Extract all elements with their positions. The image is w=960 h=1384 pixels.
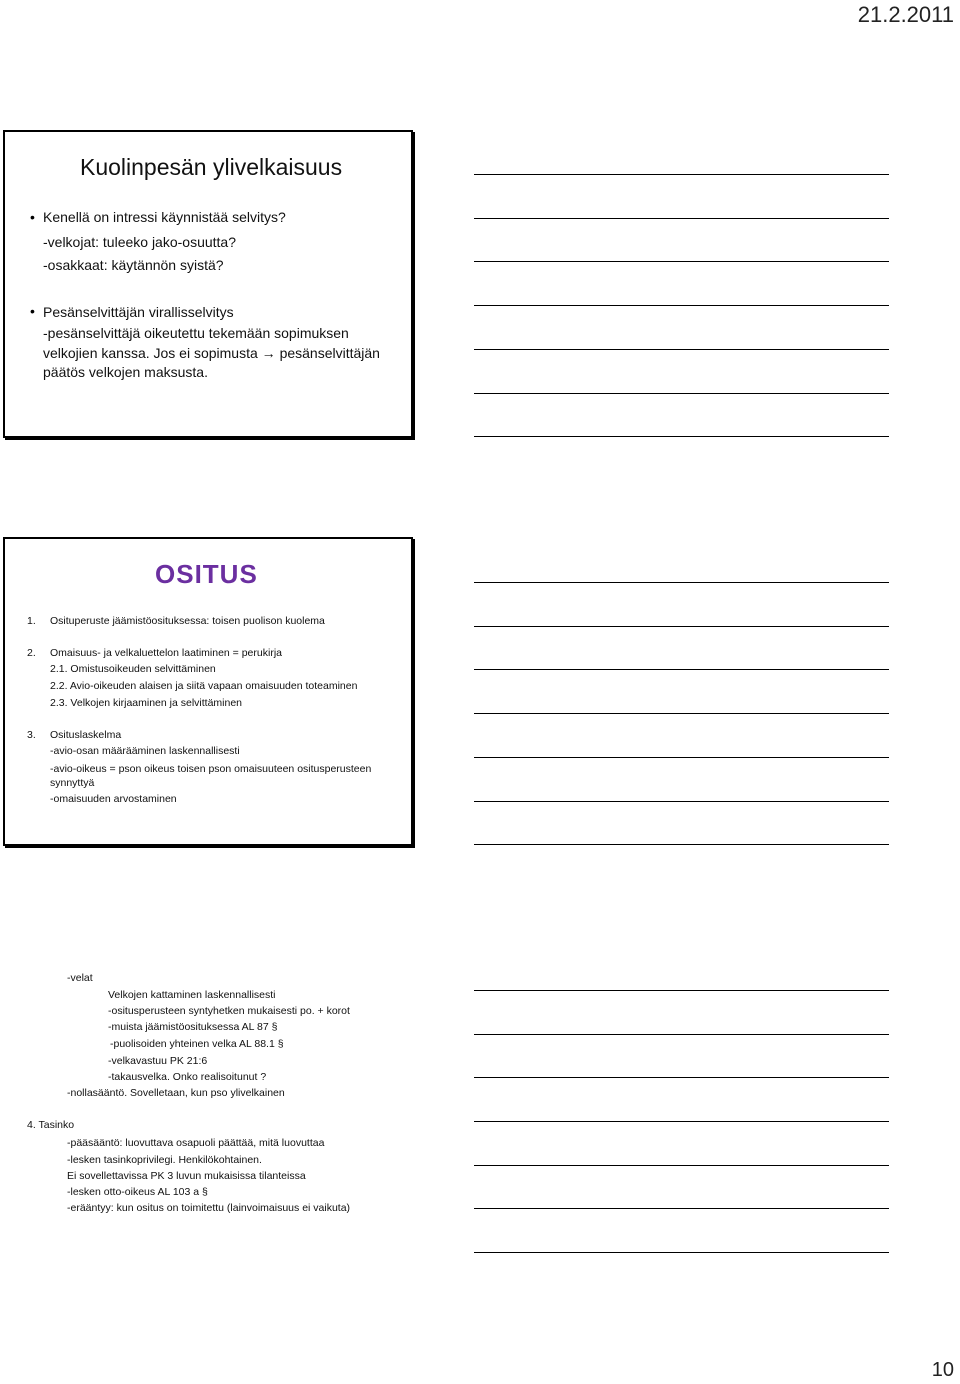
note-line (474, 844, 889, 845)
arrow-right-icon: → (261, 345, 276, 361)
bullet2-line1: Pesänselvittäjän virallisselvitys (43, 304, 234, 320)
page-number: 10 (931, 1359, 954, 1381)
subitem: 2.2. Avio-oikeuden alaisen ja siitä vapaan omaisuuden toteaminen (50, 680, 358, 692)
note-line (474, 393, 889, 394)
note-line (474, 757, 889, 758)
slide3-line: Ei sovellettavissa PK 3 luvun mukaisissa tilanteissa (67, 1170, 306, 1182)
item-text: Osituperuste jäämistöosituksessa: toisen puolison kuolema (50, 615, 325, 627)
slide3-line: -erääntyy: kun ositus on toimitettu (lainvoimaisuus ei vaikuta) (67, 1202, 351, 1214)
slide3-line: -lesken tasinkoprivilegi. Henkilökohtainen. (67, 1154, 262, 1166)
note-line (474, 801, 889, 802)
slide3-line: Velkojen kattaminen laskennallisesti (108, 989, 276, 1001)
item-num: 2. (27, 647, 36, 659)
slide3-line: -takausvelka. Onko realisoitunut ? (108, 1071, 267, 1083)
bullet1-line2: -velkojat: tuleeko jako-osuutta? (43, 234, 236, 250)
note-line (474, 349, 889, 350)
bullet-dot: • (30, 209, 35, 225)
note-line (474, 174, 889, 175)
bullet-dot: • (30, 303, 35, 319)
subitem: -omaisuuden arvostaminen (50, 793, 177, 805)
subitem: 2.3. Velkojen kirjaaminen ja selvittäminen (50, 697, 243, 709)
item-num: 1. (27, 615, 36, 627)
subitem: 2.1. Omistusoikeuden selvittäminen (50, 663, 216, 675)
note-line (474, 261, 889, 262)
slide3-line: -muista jäämistöosituksessa AL 87 § (108, 1021, 278, 1033)
note-line (474, 669, 889, 670)
bullet2-line2: -pesänselvittäjä oikeutettu tekemään sopimuksen (43, 325, 349, 341)
bullet1-line1: Kenellä on intressi käynnistää selvitys? (43, 209, 286, 225)
bullet1-line3: -osakkaat: käytännön syistä? (43, 257, 224, 273)
note-line (474, 990, 889, 991)
note-line (474, 1121, 889, 1122)
note-line (474, 1208, 889, 1209)
note-line (474, 1034, 889, 1035)
print-date: 21.2.2011 (857, 2, 954, 27)
bullet2-line3-text: velkojien kanssa. Jos ei sopimusta (43, 345, 258, 361)
note-line (474, 1165, 889, 1166)
bullet2-line3-tail: pesänselvittäjän (279, 345, 380, 361)
slide-ylivelkaisuus (3, 130, 413, 438)
subitem: synnyttyä (50, 777, 95, 789)
note-line (474, 1252, 889, 1253)
slide3-line: -pääsääntö: luovuttava osapuoli päättää, mitä luovuttaa (67, 1137, 325, 1149)
slide-title: OSITUS (155, 559, 258, 589)
item-text: Omaisuus- ja velkaluettelon laatiminen = perukirja (50, 647, 282, 659)
slide3-line: -lesken otto-oikeus AL 103 a § (67, 1186, 208, 1198)
note-line (474, 626, 889, 627)
subitem: -avio-osan määrääminen laskennallisesti (50, 745, 240, 757)
note-line (474, 305, 889, 306)
slide3-line: -ositusperusteen syntyhetken mukaisesti po. + korot (108, 1005, 350, 1017)
slide3-line: 4. Tasinko (27, 1119, 75, 1131)
note-line (474, 218, 889, 219)
note-line (474, 713, 889, 714)
note-line (474, 1077, 889, 1078)
bullet2-line3 (43, 344, 380, 362)
subitem: -avio-oikeus = pson oikeus toisen pson omaisuuteen ositusperusteen (50, 763, 372, 775)
note-line (474, 582, 889, 583)
item-text: Osituslaskelma (50, 729, 122, 741)
item-num: 3. (27, 729, 36, 741)
slide3-line: -velkavastuu PK 21:6 (108, 1055, 208, 1067)
slide3-line: -velat (67, 972, 93, 984)
slide3-line: -puolisoiden yhteinen velka AL 88.1 § (110, 1038, 284, 1050)
bullet2-line4: päätös velkojen maksusta. (43, 364, 208, 380)
slide-title: Kuolinpesän ylivelkaisuus (80, 154, 343, 180)
slide3-line: -nollasääntö. Sovelletaan, kun pso ylivelkainen (67, 1087, 285, 1099)
slide-ositus (3, 537, 413, 846)
note-line (474, 436, 889, 437)
